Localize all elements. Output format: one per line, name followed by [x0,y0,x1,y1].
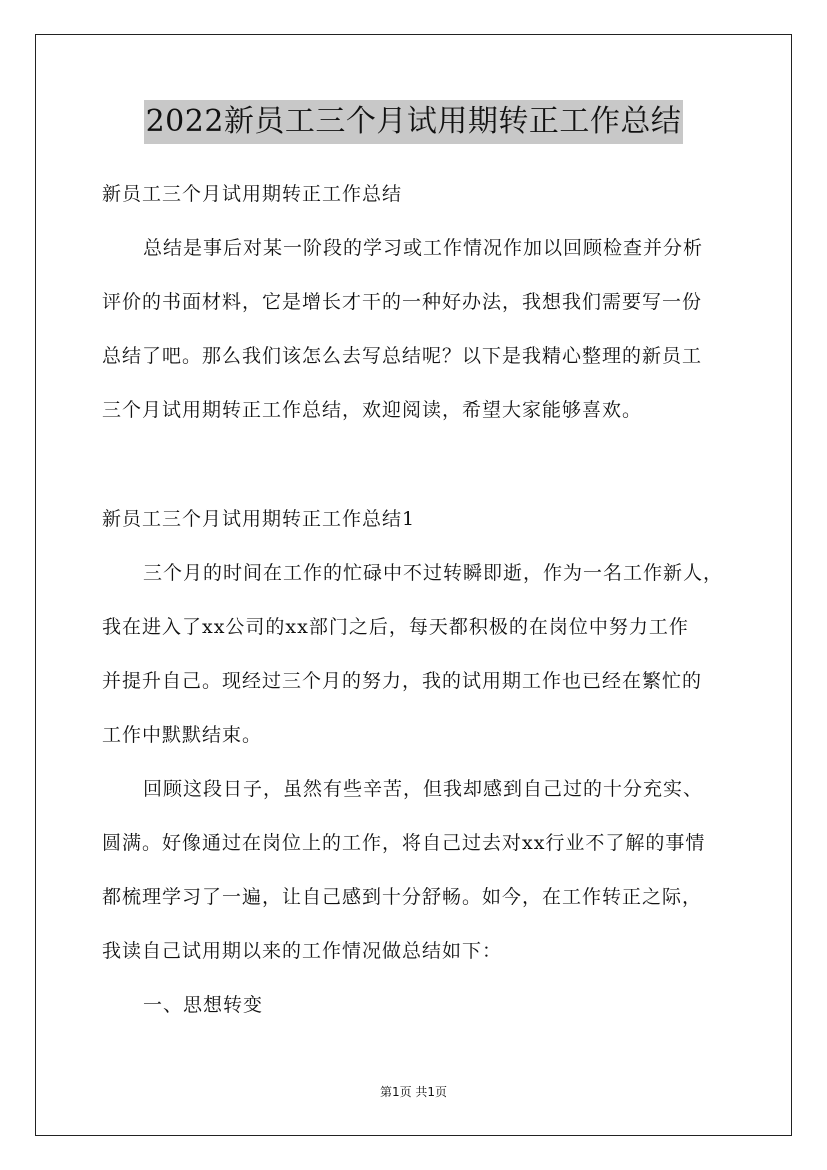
paragraph-line: 并提升自己。现经过三个月的努力，我的试用期工作也已经在繁忙的 [102,670,703,692]
paragraph-line: 工作中默默结束。 [102,724,263,746]
paragraph-line: 回顾这段日子，虽然有些辛苦，但我却感到自己过的十分充实、 [143,778,704,800]
paragraph-line: 我在进入了xx公司的xx部门之后，每天都积极的在岗位中努力工作 [102,616,689,638]
document-title: 2022新员工三个月试用期转正工作总结 [144,100,684,144]
paragraph-line: 圆满。好像通过在岗位上的工作，将自己过去对xx行业不了解的事情 [102,832,706,854]
title-container [0,100,827,144]
subtitle-line: 新员工三个月试用期转正工作总结 [102,183,403,205]
section-heading: 新员工三个月试用期转正工作总结1 [102,508,416,530]
paragraph-line: 总结了吧。那么我们该怎么去写总结呢？以下是我精心整理的新员工 [102,345,703,367]
paragraph-line: 三个月的时间在工作的忙碌中不过转瞬即逝，作为一名工作新人， [143,562,724,584]
paragraph-line: 三个月试用期转正工作总结，欢迎阅读，希望大家能够喜欢。 [102,399,643,421]
paragraph-line: 都梳理学习了一遍，让自己感到十分舒畅。如今，在工作转正之际， [102,886,703,908]
page-number-footer: 第1页 共1页 [379,1085,448,1099]
paragraph-line: 总结是事后对某一阶段的学习或工作情况作加以回顾检查并分析 [143,237,704,259]
list-heading: 一、思想转变 [143,994,264,1016]
paragraph-line: 评价的书面材料，它是增长才干的一种好办法，我想我们需要写一份 [102,291,703,313]
paragraph-line: 我读自己试用期以来的工作情况做总结如下： [102,940,503,962]
